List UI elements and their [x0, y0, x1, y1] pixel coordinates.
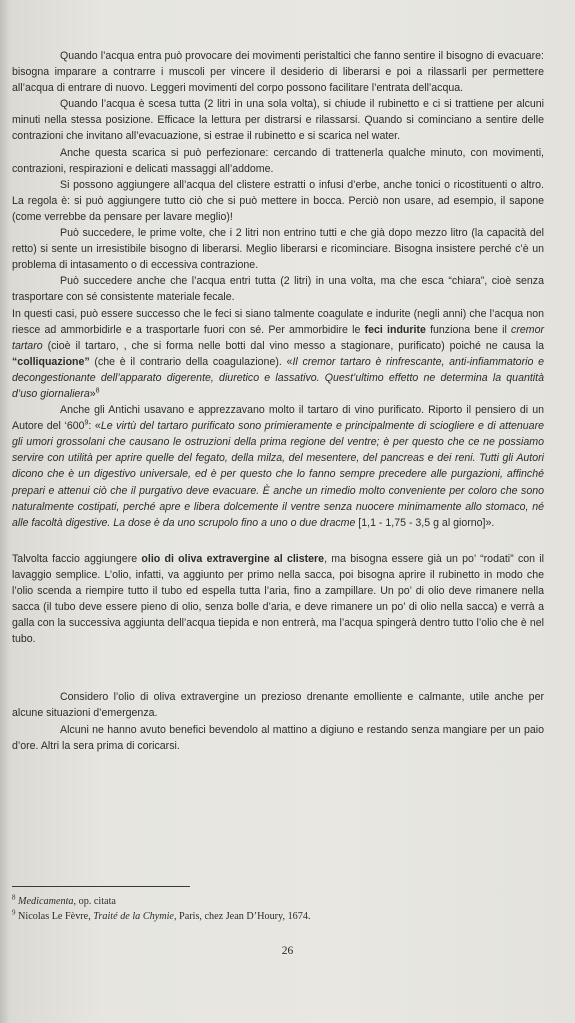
text-run: Talvolta faccio aggiungere: [12, 552, 142, 565]
paragraph: [12, 48, 544, 96]
italic-text: Medicamenta: [18, 896, 74, 907]
text-run: Quando l’acqua entra può provocare dei movimenti peristaltici che fanno sentire il bisogno di evacuare: bisogna imparare a contrarre i muscoli per vincere il desiderio di liberarsi e poi a rilassarli per permettere all’acqua di entrare di nuovo. Leggeri movimenti del corpo possono facilitare l’entrata dell’acqua.: [12, 50, 544, 95]
text-run: Si possono aggiungere all’acqua del clistere estratti o infusi d’erbe, anche tonici o ricostituenti o altro. La regola è: si può aggiungere tutto ciò che si può mettere in bocca. Perciò non usare, ad esempio, il sapone (come verrebbe da pensare per lavare meglio)!: [12, 178, 544, 223]
paragraph: [12, 177, 544, 225]
text-run: funziona bene il: [425, 323, 512, 336]
text-run: Può succedere, le prime volte, che i 2 litri non entrino tutti e che già dopo mezzo litro (la capacità del retto) si sente un irresistibile bisogno di liberarsi. Meglio liberarsi e ricominciare. Bisogna insistere perché c’è un problema di intasamento o di eccessiva contrazione.: [12, 227, 544, 272]
paragraph: [12, 225, 544, 273]
text-run: Considero l’olio di oliva extravergine un prezioso drenante emolliente e calmante, utile anche per alcune situazioni d’emergenza.: [12, 691, 544, 720]
paragraph: [12, 551, 544, 648]
text-run: [1,1 - 1,75 - 3,5 g al giorno]».: [355, 516, 495, 529]
footnote-number: 8: [12, 893, 16, 902]
text-run: Alcuni ne hanno avuto benefici bevendolo al mattino a digiuno e restando senza mangiare per un paio d’ore. Altri la sera prima di coricarsi.: [12, 723, 544, 752]
footnote-separator: [12, 886, 190, 887]
text-run: (cioè il tartaro, , che si forma nelle botti dal vino messo a stagionare, purificato) poiché ne causa la: [42, 339, 544, 352]
footnote-ref: 8: [95, 387, 100, 395]
footnotes: [12, 894, 532, 924]
bold-text: olio di oliva extravergine al clistere: [141, 552, 325, 565]
footnote: [12, 894, 532, 909]
paragraph: [12, 96, 544, 144]
page-number: 26: [281, 945, 294, 957]
bold-text: feci indurite: [364, 323, 426, 336]
text-run: , Paris, chez Jean D’Houry, 1674.: [173, 911, 311, 922]
italic-text: cremor tartaro: [12, 323, 545, 352]
paragraph: [12, 689, 544, 721]
text-run: Quando l’acqua è scesa tutta (2 litri in una sola volta), si chiude il rubinetto e ci si trattiene per alcuni minuti nella stessa posizione. Efficace la lettura per distrarsi e rilassarsi. Quando si cominciano a sentire delle contrazioni che invitano all’evacuazione, si estrae il rubinetto e si scarica nel water.: [12, 98, 544, 143]
text-run: , op. citata: [73, 896, 116, 907]
text-run: : «: [88, 420, 101, 433]
text-run: Anche questa scarica si può perfezionare: cercando di trattenerla qualche minuto, con movimenti, contrazioni, respirazioni e delicati massaggi all’addome.: [12, 146, 544, 175]
paragraph: [12, 722, 544, 754]
italic-text: Il cremor tartaro è rinfrescante, anti-infiammatorio e decongestionante dell’apparato digerente, diuretico e lassativo. Quest’ultimo effetto ne determina la quantità d’uso giornaliera: [12, 355, 544, 400]
italic-text: Traité de la Chymie: [93, 911, 174, 922]
text-run: , ma bisogna essere già un po’ “rodati” con il lavaggio semplice. L’olio, infatti, va aggiunto per primo nella sacca, poi bisogna aprire il rubinetto in modo che l’olio scenda a riempire tutto il tubo ed espella tutta l’aria, fino a zampillare. Un po’ di olio deve rimanere nella sacca (il tubo deve essere pieno di olio, senza bolle d’aria, e deve rimanere un po’ di olio nella sacca) e verrà a galla con la successiva aggiunta dell’acqua tiepida e non entrerà, ma l’acqua spingerà dentro tutto l’olio che è nel tubo.: [12, 552, 544, 646]
footnote-ref: 9: [84, 419, 89, 427]
footnote-number: 9: [12, 908, 16, 917]
paragraph: [12, 402, 544, 531]
bold-text: “colliquazione”: [12, 355, 90, 368]
text-run: Nicolas Le Fèvre,: [18, 911, 94, 922]
italic-text: Le virtù del tartaro purificato sono primieramente e principalmente di sciogliere e di attenuare gli umori grossolani che causano le ostruzioni della prima regione del ventre; è per questo che ce ne possiamo servire con utilità per aprire quelle del fegato, della milza, del mesentere, del pancreas e dei reni. Tutti gli Autori dicono che è un digestivo universale, ed è per questo che lo fanno sempre precedere alle purgazioni, affinché prepari e attenui ciò che il purgativo deve evacuare. È anche un rimedio molto conveniente per coloro che sono naturalmente costipati, perché apre e libera dolcemente il ventre senza nuocere minimamente allo stomaco, né alle facoltà digestive. La dose è da uno scrupolo fino a uno o due dracme: [12, 420, 544, 529]
paragraph: [12, 145, 544, 177]
text-run: »: [89, 387, 96, 400]
text-run: Anche gli Antichi usavano e apprezzavano molto il tartaro di vino purificato. Riporto il pensiero di un Autore del ‘600: [12, 404, 544, 433]
text-run: (che è il contrario della coagulazione). «: [89, 355, 293, 368]
text-run: Può succedere anche che l’acqua entri tutta (2 litri) in una volta, ma che esca “chiara”, cioè senza trasportare con sé consistente materiale fecale.: [12, 275, 544, 304]
paragraph: [12, 306, 544, 403]
text-run: In questi casi, può essere successo che le feci si siano talmente coagulate e indurite (negli anni) che l’acqua non riesce ad ammorbidirle e a trasportarle fuori con sé. Per ammorbidire le: [12, 307, 544, 336]
binding-shadow: [0, 0, 10, 1023]
body-text: [12, 48, 544, 754]
footnote: [12, 909, 532, 924]
paragraph: [12, 273, 544, 305]
